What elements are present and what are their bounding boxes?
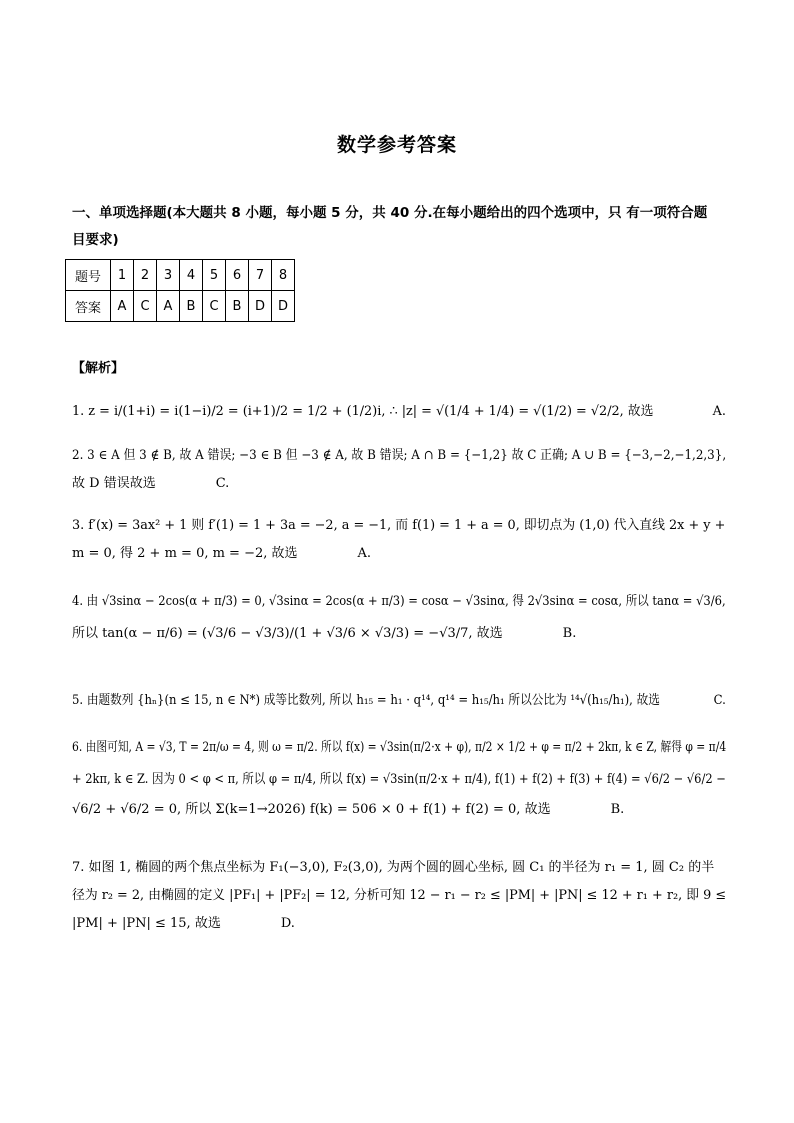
row-label-question: 题号 bbox=[66, 260, 111, 291]
answer-table-answer-row bbox=[66, 291, 295, 322]
solution-4 bbox=[72, 588, 726, 648]
solution-6 bbox=[72, 734, 726, 824]
solution-line: 4. 由 √3sinα − 2cos(α + π/3) = 0, √3sinα = 2cos(α + π/3) = cosα − √3sinα, 得 2√3sinα = cosα, 所以 tanα = √3/6, bbox=[72, 594, 726, 609]
solution-line: m = 0, 得 2 + m = 0, m = −2, 故选 A. bbox=[72, 540, 726, 568]
solution-line: 7. 如图 1, 椭圆的两个焦点坐标为 F₁(−3,0), F₂(3,0), 为两个圆的圆心坐标, 圆 C₁ 的半径为 r₁ = 1, 圆 C₂ 的半 bbox=[72, 860, 715, 875]
question-number: 3 bbox=[157, 260, 180, 291]
answer-cell: D bbox=[272, 291, 295, 322]
row-label-answer: 答案 bbox=[66, 291, 111, 322]
page-title: 数学参考答案 bbox=[336, 134, 457, 156]
solution-line: + 2kπ, k ∈ Z. 因为 0 < φ < π, 所以 φ = π/4, 所以 f(x) = √3sin(π/2·x + π/4), f(1) + f(2) + f(3) + f(4) = √6/2 − √6/2 − bbox=[72, 772, 726, 787]
solution-line: √6/2 + √6/2 = 0, 所以 Σ(k=1→2026) f(k) = 506 × 0 + f(1) + f(2) = 0, 故选 B. bbox=[72, 796, 726, 824]
solution-line: 故 D 错误故选 C. bbox=[72, 470, 726, 498]
section-heading-line-2: 目要求) bbox=[72, 232, 119, 248]
analysis-label: 【解析】 bbox=[72, 361, 125, 376]
answer-cell: C bbox=[203, 291, 226, 322]
question-number: 1 bbox=[111, 260, 134, 291]
section-heading-line-1: 一、单项选择题(本大题共 8 小题，每小题 5 分，共 40 分.在每小题给出的四个选项中，只 有一项符合题 bbox=[72, 205, 708, 221]
solution-line: 3. f′(x) = 3ax² + 1 则 f′(1) = 1 + 3a = −2, a = −1, 而 f(1) = 1 + a = 0, 即切点为 (1,0) 代入直线 2x + y + bbox=[72, 518, 726, 533]
question-number: 2 bbox=[134, 260, 157, 291]
solution-1 bbox=[72, 398, 726, 426]
solution-answer: C. bbox=[713, 693, 726, 708]
solution-answer: B. bbox=[562, 626, 577, 641]
answer-table-question-row bbox=[66, 260, 295, 291]
solution-answer: B. bbox=[610, 802, 625, 817]
solution-line: 径为 r₂ = 2, 由椭圆的定义 |PF₁| + |PF₂| = 12, 分析可知 12 − r₁ − r₂ ≤ |PM| + |PN| ≤ 12 + r₁ + r₂, 即 9 ≤ bbox=[72, 888, 727, 903]
answer-cell: A bbox=[111, 291, 134, 322]
solution-line: 1. z = i/(1+i) = i(1−i)/2 = (i+1)/2 = 1/2 + (1/2)i, ∴ |z| = √(1/4 + 1/4) = √(1/2) = √2/2, 故选 A. bbox=[72, 398, 717, 426]
solution-3 bbox=[72, 512, 726, 568]
solution-5 bbox=[72, 687, 726, 715]
solution-answer: D. bbox=[280, 916, 295, 931]
answer-table bbox=[65, 259, 295, 322]
question-number: 8 bbox=[272, 260, 295, 291]
solution-answer: A. bbox=[357, 546, 372, 561]
answer-cell: D bbox=[249, 291, 272, 322]
answer-cell: B bbox=[180, 291, 203, 322]
solution-line: |PM| + |PN| ≤ 15, 故选 D. bbox=[72, 910, 726, 938]
answer-cell: A bbox=[157, 291, 180, 322]
question-number: 5 bbox=[203, 260, 226, 291]
section-heading bbox=[72, 200, 722, 254]
solution-line: 2. 3 ∈ A 但 3 ∉ B, 故 A 错误; −3 ∈ B 但 −3 ∉ A, 故 B 错误; A ∩ B = {−1,2} 故 C 正确; A ∪ B = {−3,−2,−1,2,3}, bbox=[72, 448, 727, 463]
answer-cell: C bbox=[134, 291, 157, 322]
solution-2 bbox=[72, 442, 726, 498]
solution-answer: C. bbox=[215, 476, 230, 491]
solution-7 bbox=[72, 854, 726, 938]
solution-line: 5. 由题数列 {hₙ}(n ≤ 15, n ∈ N*) 成等比数列, 所以 h₁₅ = h₁ · q¹⁴, q¹⁴ = h₁₅/h₁ 所以公比为 ¹⁴√(h₁₅/h₁), 故选 C. bbox=[72, 687, 658, 715]
solution-line: 所以 tan(α − π/6) = (√3/6 − √3/3)/(1 + √3/6 × √3/3) = −√3/7, 故选 B. bbox=[72, 620, 726, 648]
solution-answer: A. bbox=[712, 404, 726, 419]
solution-line: 6. 由图可知, A = √3, T = 2π/ω = 4, 则 ω = π/2. 所以 f(x) = √3sin(π/2·x + φ), π/2 × 1/2 + φ = π/2 + 2kπ, k ∈ Z, 解得 φ = π/4 bbox=[72, 740, 727, 755]
answer-cell: B bbox=[226, 291, 249, 322]
question-number: 6 bbox=[226, 260, 249, 291]
question-number: 4 bbox=[180, 260, 203, 291]
question-number: 7 bbox=[249, 260, 272, 291]
